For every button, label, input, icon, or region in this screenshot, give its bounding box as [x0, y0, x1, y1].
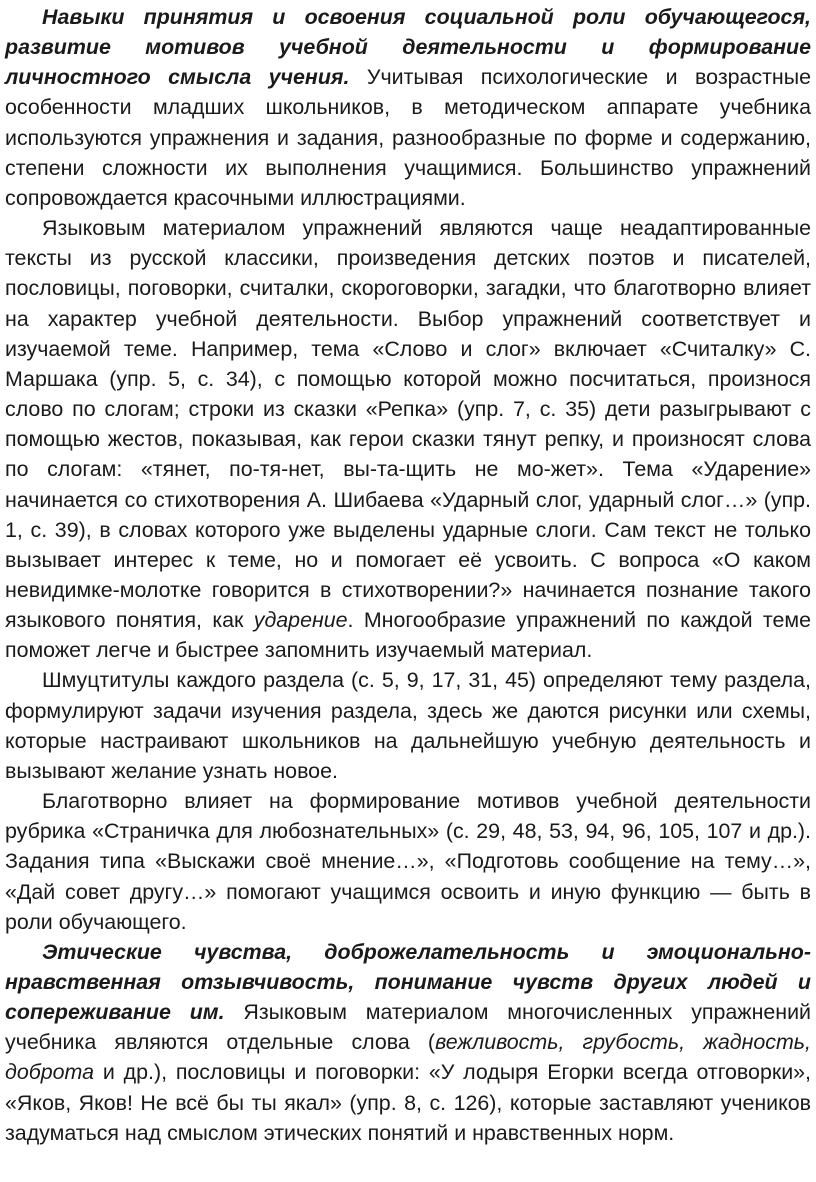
paragraph-1	[5, 2, 811, 213]
paragraph-4	[5, 786, 811, 937]
paragraph-5-tail: и др.), пословицы и поговорки: «У лодыря Егорки всегда отговорки», «Яков, Яков! Не всё бы ты якал» (упр. 8, с. 126), которые заставляют учеников задуматься над смыслом этических понятий и нравственных норм.	[5, 1060, 811, 1145]
paragraph-2-tail: . Многообразие упражнений по каждой теме поможет легче и быстрее запомнить изучаемый материал.	[5, 608, 811, 663]
paragraph-2-body: Языковым материалом упражнений являются чаще неадаптированные тексты из русской классики, произведения детских поэтов и писателей, пословицы, поговорки, считалки, скороговорки, загадки, что благотворно влияет на характер учебной деятельности. Выбор упражнений соответствует и изучаемой теме. Например, тема «Слово и слог» включает «Считалку» С. Маршака (упр. 5, с. 34), с помощью которой можно посчитаться, произнося слово по слогам; строки из сказки «Репка» (упр. 7, с. 35) дети разыгрывают с помощью жестов, показывая, как герои сказки тянут репку, и произносят слова по слогам: «тянет, по-тя-нет, вы-та-щить не мо-жет». Тема «Ударение» начинается со стихотворения А. Шибаева «Ударный слог, ударный слог…» (упр. 1, с. 39), в словах которого уже выделены ударные слоги. Сам текст не только вызывает интерес к теме, но и помогает её усвоить. С вопроса «О каком невидимке-молотке говорится в стихотворении?» начинается познание такого языкового понятия, как	[5, 216, 811, 633]
paragraph-3-body: Шмуцтитулы каждого раздела (с. 5, 9, 17, 31, 45) определяют тему раздела, формулируют задачи изучения раздела, здесь же даются рисунки или схемы, которые настраивают школьников на дальнейшую учебную деятельность и вызывают желание узнать новое.	[5, 668, 811, 783]
paragraph-3	[5, 665, 811, 786]
paragraph-2-term: ударение	[253, 608, 348, 633]
paragraph-1-lead: Навыки принятия и освоения социальной роли обучающегося, развитие мотивов учебной деятельности и формирование личностного смысла учения.	[5, 5, 811, 90]
paragraph-1-body: Учитывая психологические и возрастные особенности младших школьников, в методическом аппарате учебника используются упражнения и задания, разнообразные по форме и содержанию, степени сложности их выполнения учащимися. Большинство упражнений сопровождается красочными иллюстрациями.	[5, 65, 811, 210]
paragraph-2	[5, 213, 811, 665]
paragraph-5-terms: вежливость, грубость, жадность, доброта	[5, 1030, 812, 1085]
paragraph-5-lead: Этические чувства, доброжелательность и эмоционально-нравственная отзывчивость, понимание чувств других людей и сопереживание им.	[5, 939, 811, 1025]
paragraph-4-body: Благотворно влияет на формирование мотивов учебной деятельности рубрика «Страничка для любознательных» (с. 29, 48, 53, 94, 96, 105, 107 и др.). Задания типа «Выскажи своё мнение…», «Подготовь сообщение на тему…», «Дай совет другу…» помогают учащимся освоить и иную функцию — быть в роли обучающего.	[5, 789, 811, 934]
paragraph-5	[5, 937, 811, 1148]
paragraph-5-body: Языковым материалом многочисленных упражнений учебника являются отдельные слова (	[5, 1000, 811, 1055]
